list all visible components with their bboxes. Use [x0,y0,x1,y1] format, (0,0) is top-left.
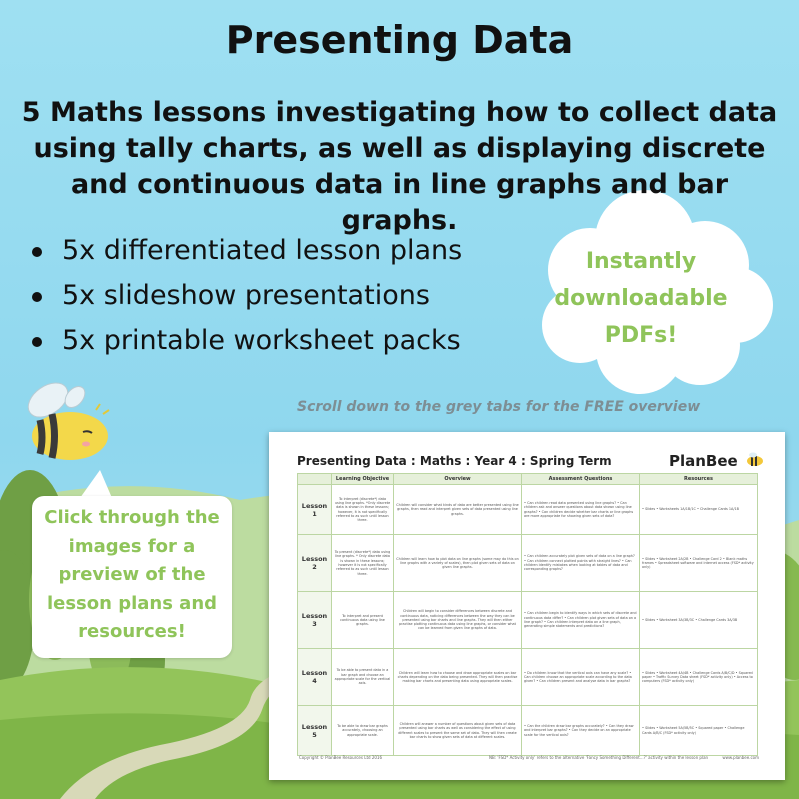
objective-cell: To be able to present data in a bar graph and choose an appropriate scale for the vertical axis. [332,649,394,706]
website-link[interactable]: www.planbee.com [722,755,759,760]
resources-cell: • Slides • Worksheet 2A/2B • Challenge Card 2 • Blank maths frames • Spreadsheet software and internet access (FSD* activity only) [640,535,758,592]
overview-cell: Children will begin to consider differences between discrete and continuous data, noticing differences between the way they can be presented using bar charts and line graphs. They will then either practise plotting continuous data using line graphs, or consider what can be learned from given line graphs of data. [394,592,522,649]
lesson-label: Lesson 3 [298,592,332,649]
questions-cell: • Can the children draw bar graphs accurately? • Can they draw and interpret bar graphs? • Can they decide on an appropriate scale for the vertical axis? [522,706,640,756]
copyright-text: Copyright © PlanBee Resources Ltd 2016 [299,755,383,760]
lesson-label: Lesson 5 [298,706,332,756]
lesson-overview-sheet[interactable] [269,432,785,780]
header-cell [298,474,332,485]
feature-item: 5x differentiated lesson plans [30,228,462,273]
page-subtitle: 5 Maths lessons investigating how to collect data using tally charts, as well as displaying discrete and continuous data in line graphs and bar graphs. [21,97,778,236]
questions-cell: • Can children begin to identify ways in which sets of discrete and continuous data differ? • Can children plot given sets of data on a line graph? • Can children interpret data on a line graph, generating simple statements and predictions? [522,592,640,649]
objective-cell: To be able to draw bar graphs accurately, choosing an appropriate scale. [332,706,394,756]
feature-item: 5x printable worksheet packs [30,318,462,363]
objective-cell: To interpret (discrete*) data using line graphs. *Only discrete data is shown in these lessons; however, it is not specifically referred to as such until lesson three. [332,485,394,535]
overview-cell: Children will learn how to plot data on line graphs (some may do this on line graphs with a variety of scales), then plot given sets of data on given line graphs. [394,535,522,592]
callout-text: Click through the images for a preview of the lesson plans and resources! [44,507,220,642]
table-row [298,535,758,592]
table-row [298,649,758,706]
overview-cell: Children will learn how to choose and draw appropriate scales on bar charts depending on the data being presented. They will then practise making bar charts and presenting data using appropriate scales. [394,649,522,706]
header-cell: Resources [640,474,758,485]
planbee-logo-bee-icon [743,452,765,468]
planbee-logo-text: PlanBee [669,452,738,470]
objective-cell: To interpret and present continuous data using line graphs. [332,592,394,649]
callout-pointer [80,470,112,498]
table-row [298,485,758,535]
lesson-label: Lesson 1 [298,485,332,535]
questions-cell: • Can children accurately plot given sets of data on a line graph? • Can children connect plotted points with straight lines? • Can children identify mistakes when looking at tables of data and corresponding graphs? [522,535,640,592]
questions-cell: • Do children know that the vertical axis can have any scale? • Can children choose an appropriate scale according to the data given? • Can children present and analyse data in bar graphs? [522,649,640,706]
feature-list [30,228,462,363]
overview-cell: Children will answer a number of questions about given sets of data presented using bar charts as well as considering the effect of using different scales to present the same set of data. They will then create bar charts to show given sets of data at different scales. [394,706,522,756]
questions-cell: • Can children read data presented using line graphs? • Can children ask and answer questions about data shown using line graphs? • Can children decide whether bar charts or line graphs are more appropriate for showing given sets of data? [522,485,640,535]
footer-note: NB: 'FSD* Activity only' refers to the alternative 'Fancy Something Different...?' activity within the lesson plan [489,755,709,760]
header-cell: Overview [394,474,522,485]
header-cell: Assessment Questions [522,474,640,485]
page-title: Presenting Data [225,18,574,62]
table-row [298,706,758,756]
sheet-title: Presenting Data : Maths : Year 4 : Spring Term [297,454,612,468]
header-cell: Learning Objective [332,474,394,485]
overview-cell: Children will consider what kinds of data are better presented using line graphs, then read and interpret given sets of data presented using line graphs. [394,485,522,535]
feature-item: 5x slideshow presentations [30,273,462,318]
resources-cell: • Slides • Worksheet 3A/3B/3C • Challenge Cards 3A/3B [640,592,758,649]
objective-cell: To present (discrete*) data using line graphs. * Only discrete data is shown in these lessons; however it is not specifically referred to as such until lesson three. [332,535,394,592]
download-badge: Instantly downloadable PDFs! [554,249,728,348]
planbee-logo [669,452,765,470]
bee-icon [22,376,109,460]
lesson-label: Lesson 2 [298,535,332,592]
lesson-table [297,473,758,756]
table-row [298,592,758,649]
resources-cell: • Slides • Worksheet 5A/5B/5C • Squared paper • Challenge Cards A/B/C (FSD* activity only) [640,706,758,756]
table-header-row [298,474,758,485]
resources-cell: • Slides • Worksheets 1A/1B/1C • Challenge Cards 1A/1B [640,485,758,535]
lesson-label: Lesson 4 [298,649,332,706]
resources-cell: • Slides • Worksheet 4A/4B • Challenge Cards A/B/C/D • Squared paper • Traffic Survey Data sheet (FSD* activity only) • Access to computers (FSD* activity only) [640,649,758,706]
scroll-note: Scroll down to the grey tabs for the FREE overview [297,399,701,415]
